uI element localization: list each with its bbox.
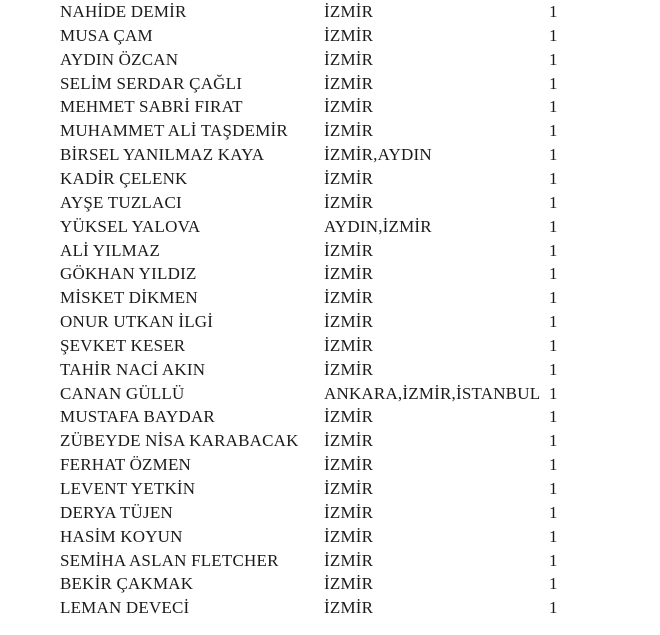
city-list: İZMİR — [324, 526, 374, 546]
person-name: MEHMET SABRİ FIRAT — [60, 97, 243, 117]
city-list: İZMİR — [324, 312, 374, 332]
table-row — [0, 143, 660, 167]
table-row — [0, 239, 660, 263]
count-value: 1 — [549, 2, 558, 21]
count-value: 1 — [549, 168, 558, 188]
table-row — [0, 358, 660, 382]
city-list: İZMİR — [324, 2, 374, 21]
city-list: ANKARA,İZMİR,İSTANBUL — [324, 383, 541, 403]
table-row — [0, 453, 660, 477]
person-name: MUSA ÇAM — [60, 25, 153, 45]
city-list: İZMİR — [324, 407, 374, 427]
person-name: SEMİHA ASLAN FLETCHER — [60, 550, 279, 570]
person-name: ONUR UTKAN İLGİ — [60, 312, 214, 332]
city-list: İZMİR — [324, 121, 374, 141]
count-value: 1 — [549, 192, 558, 212]
count-value: 1 — [549, 335, 558, 355]
count-value: 1 — [549, 383, 558, 403]
person-name: ŞEVKET KESER — [60, 335, 186, 355]
count-value: 1 — [549, 598, 558, 618]
city-list: İZMİR — [324, 168, 374, 188]
count-value: 1 — [549, 431, 558, 451]
count-value: 1 — [549, 121, 558, 141]
table-row — [0, 191, 660, 215]
city-list: İZMİR — [324, 598, 374, 618]
city-list: İZMİR — [324, 73, 374, 93]
city-list: İZMİR — [324, 455, 374, 475]
table-row — [0, 525, 660, 549]
person-name: LEVENT YETKİN — [60, 479, 196, 498]
table-row — [0, 429, 660, 453]
table-row — [0, 48, 660, 72]
person-name: ZÜBEYDE NİSA KARABACAK — [60, 431, 299, 451]
count-value: 1 — [549, 49, 558, 69]
count-value: 1 — [549, 359, 558, 379]
table-row — [0, 95, 660, 119]
city-list: İZMİR — [324, 264, 374, 284]
table-row — [0, 262, 660, 286]
table-row — [0, 549, 660, 573]
count-value: 1 — [549, 145, 558, 165]
person-name: GÖKHAN YILDIZ — [60, 264, 197, 284]
table-row — [0, 215, 660, 239]
count-value: 1 — [549, 264, 558, 284]
city-list: AYDIN,İZMİR — [324, 216, 432, 236]
count-value: 1 — [549, 479, 558, 498]
person-name: BİRSEL YANILMAZ KAYA — [60, 145, 265, 165]
count-value: 1 — [549, 574, 558, 594]
table-row — [0, 167, 660, 191]
table-row — [0, 0, 660, 24]
count-value: 1 — [549, 502, 558, 522]
person-name: AYŞE TUZLACI — [60, 192, 182, 212]
city-list: İZMİR,AYDIN — [324, 145, 432, 165]
city-list: İZMİR — [324, 431, 374, 451]
city-list: İZMİR — [324, 288, 374, 308]
table-row — [0, 72, 660, 96]
count-value: 1 — [549, 25, 558, 45]
table-row — [0, 286, 660, 310]
table-row — [0, 119, 660, 143]
person-name: KADİR ÇELENK — [60, 168, 188, 188]
person-name: MUSTAFA BAYDAR — [60, 407, 215, 427]
city-list: İZMİR — [324, 97, 374, 117]
count-value: 1 — [549, 73, 558, 93]
count-value: 1 — [549, 455, 558, 475]
person-name: SELİM SERDAR ÇAĞLI — [60, 73, 243, 93]
person-name: YÜKSEL YALOVA — [60, 216, 201, 236]
person-name: BEKİR ÇAKMAK — [60, 574, 194, 594]
count-value: 1 — [549, 407, 558, 427]
person-name: CANAN GÜLLÜ — [60, 383, 185, 403]
city-list: İZMİR — [324, 49, 374, 69]
table-row — [0, 310, 660, 334]
city-list: İZMİR — [324, 479, 374, 498]
count-value: 1 — [549, 312, 558, 332]
person-name: ALİ YILMAZ — [60, 240, 161, 260]
city-list: İZMİR — [324, 335, 374, 355]
table-row — [0, 477, 660, 501]
city-list: İZMİR — [324, 25, 374, 45]
person-name: TAHİR NACİ AKIN — [60, 359, 206, 379]
table-row — [0, 382, 660, 406]
person-name: NAHİDE DEMİR — [60, 2, 187, 21]
table-row — [0, 501, 660, 525]
table-row — [0, 24, 660, 48]
city-list: İZMİR — [324, 550, 374, 570]
person-name: AYDIN ÖZCAN — [60, 49, 179, 69]
table-row — [0, 405, 660, 429]
person-name: MUHAMMET ALİ TAŞDEMİR — [60, 121, 288, 141]
count-value: 1 — [549, 288, 558, 308]
table-row — [0, 572, 660, 596]
city-list: İZMİR — [324, 574, 374, 594]
city-list: İZMİR — [324, 502, 374, 522]
table-row — [0, 596, 660, 620]
count-value: 1 — [549, 550, 558, 570]
person-name: LEMAN DEVECİ — [60, 598, 190, 618]
city-list: İZMİR — [324, 192, 374, 212]
count-value: 1 — [549, 240, 558, 260]
count-value: 1 — [549, 216, 558, 236]
city-list: İZMİR — [324, 240, 374, 260]
table-row — [0, 334, 660, 358]
city-list: İZMİR — [324, 359, 374, 379]
person-name: FERHAT ÖZMEN — [60, 455, 192, 475]
person-name: MİSKET DİKMEN — [60, 288, 198, 308]
person-name: HASİM KOYUN — [60, 526, 183, 546]
count-value: 1 — [549, 526, 558, 546]
person-name: DERYA TÜJEN — [60, 502, 173, 522]
count-value: 1 — [549, 97, 558, 117]
